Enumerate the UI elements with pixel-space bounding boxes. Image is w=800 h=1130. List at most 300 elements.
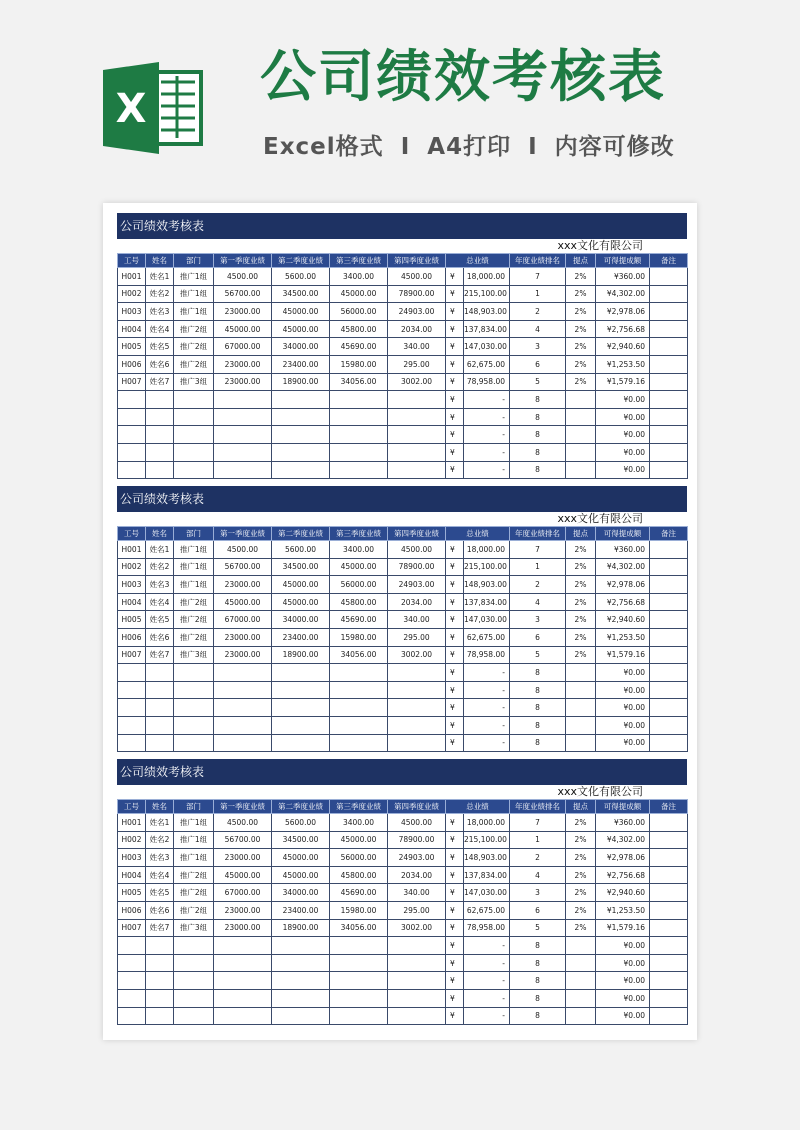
table-cell[interactable]: 2% <box>566 814 596 832</box>
table-cell[interactable]: H005 <box>118 338 146 356</box>
table-cell[interactable]: 56700.00 <box>214 285 272 303</box>
table-cell[interactable]: 2 <box>510 576 566 594</box>
table-cell[interactable]: 2 <box>510 303 566 321</box>
table-cell[interactable]: 2% <box>566 866 596 884</box>
table-cell[interactable]: 45690.00 <box>330 611 388 629</box>
table-cell[interactable]: ¥ <box>446 716 464 734</box>
table-cell[interactable]: 56700.00 <box>214 558 272 576</box>
table-cell[interactable]: 姓名5 <box>146 611 174 629</box>
table-cell[interactable]: 34056.00 <box>330 919 388 937</box>
table-cell[interactable]: ¥ <box>446 355 464 373</box>
table-cell[interactable]: 56000.00 <box>330 849 388 867</box>
table-cell[interactable] <box>650 884 688 902</box>
table-cell[interactable]: 148,903.00 <box>464 303 510 321</box>
table-cell[interactable] <box>174 461 214 479</box>
table-cell[interactable]: 7 <box>510 814 566 832</box>
table-cell[interactable] <box>566 426 596 444</box>
table-cell[interactable]: ¥ <box>446 681 464 699</box>
table-cell[interactable]: 4 <box>510 866 566 884</box>
table-cell[interactable]: 18,000.00 <box>464 814 510 832</box>
table-cell[interactable]: 姓名6 <box>146 628 174 646</box>
table-cell[interactable] <box>650 919 688 937</box>
table-cell[interactable]: 23400.00 <box>272 628 330 646</box>
table-cell[interactable]: 23000.00 <box>214 849 272 867</box>
table-cell[interactable] <box>330 461 388 479</box>
table-cell[interactable]: 推广1组 <box>174 558 214 576</box>
table-cell[interactable] <box>330 443 388 461</box>
table-cell[interactable]: 2% <box>566 919 596 937</box>
table-cell[interactable]: - <box>464 954 510 972</box>
table-cell[interactable]: ¥ <box>446 461 464 479</box>
table-cell[interactable]: 18,000.00 <box>464 541 510 559</box>
table-cell[interactable]: ¥0.00 <box>596 664 650 682</box>
table-cell[interactable]: 67000.00 <box>214 338 272 356</box>
table-cell[interactable]: 148,903.00 <box>464 849 510 867</box>
table-cell[interactable]: 45000.00 <box>214 866 272 884</box>
table-cell[interactable] <box>650 716 688 734</box>
table-cell[interactable] <box>174 443 214 461</box>
table-cell[interactable]: 3 <box>510 338 566 356</box>
table-cell[interactable] <box>650 937 688 955</box>
table-cell[interactable] <box>214 461 272 479</box>
table-cell[interactable]: ¥ <box>446 699 464 717</box>
table-cell[interactable]: ¥ <box>446 814 464 832</box>
table-cell[interactable]: ¥1,579.16 <box>596 646 650 664</box>
table-cell[interactable] <box>146 461 174 479</box>
table-cell[interactable] <box>650 320 688 338</box>
table-cell[interactable]: 5 <box>510 373 566 391</box>
table-cell[interactable]: ¥ <box>446 646 464 664</box>
table-cell[interactable] <box>118 681 146 699</box>
table-cell[interactable]: - <box>464 734 510 752</box>
table-cell[interactable] <box>650 541 688 559</box>
table-cell[interactable]: ¥ <box>446 989 464 1007</box>
table-cell[interactable] <box>174 937 214 955</box>
table-cell[interactable] <box>174 408 214 426</box>
table-cell[interactable]: ¥1,579.16 <box>596 373 650 391</box>
table-cell[interactable]: H007 <box>118 373 146 391</box>
table-cell[interactable]: 姓名2 <box>146 285 174 303</box>
table-cell[interactable]: 推广2组 <box>174 355 214 373</box>
table-cell[interactable]: 34500.00 <box>272 558 330 576</box>
table-cell[interactable]: 340.00 <box>388 611 446 629</box>
table-cell[interactable]: - <box>464 461 510 479</box>
table-cell[interactable]: ¥ <box>446 268 464 286</box>
table-cell[interactable]: 340.00 <box>388 884 446 902</box>
table-cell[interactable] <box>566 391 596 409</box>
table-cell[interactable] <box>214 972 272 990</box>
table-cell[interactable]: 姓名4 <box>146 866 174 884</box>
table-cell[interactable]: 45000.00 <box>330 285 388 303</box>
table-cell[interactable] <box>214 426 272 444</box>
table-cell[interactable] <box>330 734 388 752</box>
table-cell[interactable]: ¥ <box>446 593 464 611</box>
table-cell[interactable]: 78,958.00 <box>464 373 510 391</box>
table-cell[interactable] <box>650 954 688 972</box>
table-cell[interactable]: 2% <box>566 285 596 303</box>
table-cell[interactable]: 1 <box>510 831 566 849</box>
table-cell[interactable] <box>330 937 388 955</box>
table-cell[interactable]: 5 <box>510 919 566 937</box>
table-cell[interactable] <box>650 338 688 356</box>
table-cell[interactable]: 推广2组 <box>174 866 214 884</box>
table-cell[interactable] <box>214 954 272 972</box>
table-cell[interactable]: 23000.00 <box>214 919 272 937</box>
table-cell[interactable]: 67000.00 <box>214 884 272 902</box>
table-cell[interactable] <box>330 1007 388 1025</box>
table-cell[interactable] <box>272 443 330 461</box>
table-cell[interactable]: 18,000.00 <box>464 268 510 286</box>
table-cell[interactable]: 24903.00 <box>388 303 446 321</box>
table-cell[interactable]: ¥360.00 <box>596 814 650 832</box>
table-cell[interactable] <box>388 461 446 479</box>
table-cell[interactable]: 2% <box>566 355 596 373</box>
table-cell[interactable]: ¥1,253.50 <box>596 901 650 919</box>
table-cell[interactable]: 8 <box>510 664 566 682</box>
table-cell[interactable]: H006 <box>118 628 146 646</box>
table-cell[interactable]: 45000.00 <box>272 320 330 338</box>
table-cell[interactable]: ¥ <box>446 391 464 409</box>
table-cell[interactable] <box>272 734 330 752</box>
table-cell[interactable]: 8 <box>510 391 566 409</box>
table-cell[interactable] <box>118 461 146 479</box>
table-cell[interactable]: 2% <box>566 320 596 338</box>
table-cell[interactable]: 推广3组 <box>174 646 214 664</box>
table-cell[interactable] <box>146 681 174 699</box>
table-cell[interactable]: ¥360.00 <box>596 541 650 559</box>
table-cell[interactable]: ¥ <box>446 541 464 559</box>
table-cell[interactable]: ¥2,940.60 <box>596 884 650 902</box>
table-cell[interactable] <box>214 699 272 717</box>
table-cell[interactable]: ¥0.00 <box>596 681 650 699</box>
table-cell[interactable]: 45000.00 <box>272 849 330 867</box>
table-cell[interactable]: 23000.00 <box>214 373 272 391</box>
table-cell[interactable]: 45000.00 <box>272 303 330 321</box>
table-cell[interactable]: 34056.00 <box>330 373 388 391</box>
table-cell[interactable] <box>650 576 688 594</box>
table-cell[interactable]: ¥ <box>446 576 464 594</box>
table-cell[interactable]: 2% <box>566 901 596 919</box>
table-cell[interactable]: 45800.00 <box>330 866 388 884</box>
table-cell[interactable]: 24903.00 <box>388 849 446 867</box>
table-cell[interactable]: ¥ <box>446 884 464 902</box>
table-cell[interactable]: 3400.00 <box>330 541 388 559</box>
table-cell[interactable] <box>330 681 388 699</box>
table-cell[interactable]: ¥2,978.06 <box>596 303 650 321</box>
table-cell[interactable] <box>566 937 596 955</box>
table-cell[interactable]: 56000.00 <box>330 576 388 594</box>
table-cell[interactable] <box>146 426 174 444</box>
table-cell[interactable]: 18900.00 <box>272 919 330 937</box>
table-cell[interactable]: 4500.00 <box>214 268 272 286</box>
table-cell[interactable]: 5 <box>510 646 566 664</box>
table-cell[interactable]: ¥ <box>446 611 464 629</box>
table-cell[interactable] <box>214 681 272 699</box>
table-cell[interactable]: ¥ <box>446 919 464 937</box>
table-cell[interactable]: 推广2组 <box>174 884 214 902</box>
table-cell[interactable]: 8 <box>510 954 566 972</box>
table-cell[interactable] <box>214 408 272 426</box>
table-cell[interactable]: 3400.00 <box>330 814 388 832</box>
table-cell[interactable]: 18900.00 <box>272 373 330 391</box>
table-cell[interactable]: 78,958.00 <box>464 646 510 664</box>
table-cell[interactable]: 姓名5 <box>146 338 174 356</box>
table-cell[interactable]: 23000.00 <box>214 303 272 321</box>
table-cell[interactable]: 姓名4 <box>146 593 174 611</box>
table-cell[interactable] <box>174 972 214 990</box>
table-cell[interactable]: 推广2组 <box>174 628 214 646</box>
table-cell[interactable] <box>118 954 146 972</box>
table-cell[interactable]: ¥ <box>446 734 464 752</box>
table-cell[interactable] <box>118 989 146 1007</box>
table-cell[interactable]: 推广2组 <box>174 338 214 356</box>
table-cell[interactable]: 4500.00 <box>388 268 446 286</box>
table-cell[interactable] <box>146 734 174 752</box>
table-cell[interactable] <box>566 734 596 752</box>
table-cell[interactable] <box>330 408 388 426</box>
table-cell[interactable]: 18900.00 <box>272 646 330 664</box>
table-cell[interactable] <box>118 937 146 955</box>
table-cell[interactable]: 8 <box>510 972 566 990</box>
table-cell[interactable]: ¥0.00 <box>596 716 650 734</box>
table-cell[interactable]: 2% <box>566 831 596 849</box>
table-cell[interactable] <box>146 954 174 972</box>
table-cell[interactable]: ¥ <box>446 285 464 303</box>
table-cell[interactable] <box>272 716 330 734</box>
table-cell[interactable] <box>388 989 446 1007</box>
table-cell[interactable] <box>650 443 688 461</box>
table-cell[interactable]: 8 <box>510 426 566 444</box>
table-cell[interactable] <box>566 664 596 682</box>
table-cell[interactable]: 62,675.00 <box>464 628 510 646</box>
table-cell[interactable] <box>650 831 688 849</box>
table-cell[interactable]: 45000.00 <box>214 320 272 338</box>
table-cell[interactable] <box>272 664 330 682</box>
table-cell[interactable]: 34000.00 <box>272 884 330 902</box>
table-cell[interactable]: 姓名2 <box>146 831 174 849</box>
table-cell[interactable] <box>118 426 146 444</box>
table-cell[interactable] <box>146 699 174 717</box>
table-cell[interactable]: 2034.00 <box>388 593 446 611</box>
table-cell[interactable]: ¥0.00 <box>596 426 650 444</box>
table-cell[interactable]: ¥ <box>446 1007 464 1025</box>
table-cell[interactable] <box>566 716 596 734</box>
table-cell[interactable]: H005 <box>118 884 146 902</box>
table-cell[interactable] <box>650 461 688 479</box>
table-cell[interactable]: ¥ <box>446 558 464 576</box>
table-cell[interactable] <box>566 461 596 479</box>
table-cell[interactable]: 7 <box>510 268 566 286</box>
table-cell[interactable]: 推广3组 <box>174 373 214 391</box>
table-cell[interactable]: 45000.00 <box>272 866 330 884</box>
table-cell[interactable] <box>146 408 174 426</box>
table-cell[interactable]: 45800.00 <box>330 320 388 338</box>
table-cell[interactable]: 3002.00 <box>388 373 446 391</box>
table-cell[interactable] <box>330 972 388 990</box>
table-cell[interactable] <box>650 285 688 303</box>
table-cell[interactable]: H007 <box>118 646 146 664</box>
table-cell[interactable]: 215,100.00 <box>464 831 510 849</box>
table-cell[interactable]: 推广1组 <box>174 285 214 303</box>
table-cell[interactable]: H007 <box>118 919 146 937</box>
table-cell[interactable] <box>388 443 446 461</box>
table-cell[interactable]: 姓名6 <box>146 901 174 919</box>
table-cell[interactable]: 45000.00 <box>330 831 388 849</box>
table-cell[interactable]: - <box>464 664 510 682</box>
table-cell[interactable]: ¥ <box>446 303 464 321</box>
table-cell[interactable] <box>118 408 146 426</box>
table-cell[interactable]: 34500.00 <box>272 285 330 303</box>
table-cell[interactable]: ¥ <box>446 408 464 426</box>
table-cell[interactable] <box>566 408 596 426</box>
table-cell[interactable]: ¥ <box>446 849 464 867</box>
table-cell[interactable]: 78900.00 <box>388 285 446 303</box>
table-cell[interactable]: 3002.00 <box>388 919 446 937</box>
table-cell[interactable] <box>330 699 388 717</box>
table-cell[interactable] <box>146 716 174 734</box>
table-cell[interactable] <box>388 681 446 699</box>
table-cell[interactable]: 23000.00 <box>214 628 272 646</box>
table-cell[interactable] <box>650 734 688 752</box>
table-cell[interactable] <box>650 1007 688 1025</box>
table-cell[interactable]: ¥0.00 <box>596 734 650 752</box>
table-cell[interactable]: 推广1组 <box>174 268 214 286</box>
table-cell[interactable]: 147,030.00 <box>464 884 510 902</box>
table-cell[interactable] <box>174 681 214 699</box>
table-cell[interactable]: 2% <box>566 576 596 594</box>
table-cell[interactable]: 137,834.00 <box>464 593 510 611</box>
table-cell[interactable]: 23000.00 <box>214 576 272 594</box>
table-cell[interactable]: 45000.00 <box>272 576 330 594</box>
table-cell[interactable]: 2034.00 <box>388 320 446 338</box>
table-cell[interactable] <box>330 391 388 409</box>
table-cell[interactable]: 2% <box>566 373 596 391</box>
table-cell[interactable] <box>650 646 688 664</box>
table-cell[interactable]: 8 <box>510 734 566 752</box>
table-cell[interactable]: 姓名3 <box>146 303 174 321</box>
table-cell[interactable]: 姓名5 <box>146 884 174 902</box>
table-cell[interactable]: 7 <box>510 541 566 559</box>
table-cell[interactable]: ¥0.00 <box>596 443 650 461</box>
table-cell[interactable] <box>174 391 214 409</box>
table-cell[interactable]: ¥ <box>446 954 464 972</box>
table-cell[interactable]: ¥1,579.16 <box>596 919 650 937</box>
table-cell[interactable] <box>650 558 688 576</box>
table-cell[interactable]: H006 <box>118 355 146 373</box>
table-cell[interactable] <box>650 303 688 321</box>
table-cell[interactable] <box>272 1007 330 1025</box>
table-cell[interactable] <box>650 699 688 717</box>
table-cell[interactable] <box>566 989 596 1007</box>
table-cell[interactable]: 4500.00 <box>388 541 446 559</box>
table-cell[interactable] <box>650 355 688 373</box>
table-cell[interactable] <box>330 426 388 444</box>
table-cell[interactable] <box>388 734 446 752</box>
table-cell[interactable] <box>214 716 272 734</box>
table-cell[interactable]: 24903.00 <box>388 576 446 594</box>
table-cell[interactable]: 295.00 <box>388 355 446 373</box>
table-cell[interactable] <box>174 1007 214 1025</box>
table-cell[interactable]: 2% <box>566 628 596 646</box>
table-cell[interactable] <box>174 716 214 734</box>
table-cell[interactable] <box>388 972 446 990</box>
table-cell[interactable]: - <box>464 699 510 717</box>
table-cell[interactable]: H001 <box>118 268 146 286</box>
table-cell[interactable]: 15980.00 <box>330 355 388 373</box>
table-cell[interactable] <box>174 989 214 1007</box>
table-cell[interactable]: 姓名4 <box>146 320 174 338</box>
table-cell[interactable] <box>118 664 146 682</box>
table-cell[interactable]: 4 <box>510 593 566 611</box>
table-cell[interactable]: ¥ <box>446 628 464 646</box>
table-cell[interactable]: - <box>464 408 510 426</box>
table-cell[interactable]: 8 <box>510 1007 566 1025</box>
table-cell[interactable]: - <box>464 937 510 955</box>
table-cell[interactable]: 45000.00 <box>214 593 272 611</box>
table-cell[interactable]: 23000.00 <box>214 646 272 664</box>
table-cell[interactable] <box>650 814 688 832</box>
table-cell[interactable] <box>650 628 688 646</box>
table-cell[interactable]: 8 <box>510 699 566 717</box>
table-cell[interactable]: 3002.00 <box>388 646 446 664</box>
table-cell[interactable] <box>118 391 146 409</box>
table-cell[interactable]: H001 <box>118 814 146 832</box>
table-cell[interactable]: ¥ <box>446 901 464 919</box>
table-cell[interactable]: 2% <box>566 884 596 902</box>
table-cell[interactable]: 姓名7 <box>146 373 174 391</box>
table-cell[interactable]: 8 <box>510 716 566 734</box>
table-cell[interactable]: H006 <box>118 901 146 919</box>
table-cell[interactable] <box>174 664 214 682</box>
table-cell[interactable]: H004 <box>118 593 146 611</box>
table-cell[interactable] <box>118 1007 146 1025</box>
table-cell[interactable] <box>272 699 330 717</box>
table-cell[interactable] <box>146 989 174 1007</box>
table-cell[interactable] <box>214 391 272 409</box>
table-cell[interactable] <box>174 699 214 717</box>
table-cell[interactable] <box>650 901 688 919</box>
table-cell[interactable]: ¥ <box>446 831 464 849</box>
table-cell[interactable] <box>146 1007 174 1025</box>
table-cell[interactable]: 推广2组 <box>174 611 214 629</box>
table-cell[interactable]: ¥2,940.60 <box>596 338 650 356</box>
table-cell[interactable]: - <box>464 443 510 461</box>
table-cell[interactable]: ¥ <box>446 426 464 444</box>
table-cell[interactable]: 23000.00 <box>214 355 272 373</box>
table-cell[interactable]: 2% <box>566 338 596 356</box>
table-cell[interactable] <box>566 443 596 461</box>
table-cell[interactable] <box>650 849 688 867</box>
table-cell[interactable]: 3 <box>510 884 566 902</box>
table-cell[interactable] <box>174 426 214 444</box>
table-cell[interactable]: - <box>464 989 510 1007</box>
table-cell[interactable] <box>272 426 330 444</box>
table-cell[interactable]: 3 <box>510 611 566 629</box>
table-cell[interactable]: 4500.00 <box>214 814 272 832</box>
table-cell[interactable] <box>146 972 174 990</box>
table-cell[interactable]: ¥0.00 <box>596 937 650 955</box>
table-cell[interactable]: 62,675.00 <box>464 901 510 919</box>
table-cell[interactable]: 137,834.00 <box>464 866 510 884</box>
table-cell[interactable]: 6 <box>510 628 566 646</box>
table-cell[interactable]: 2 <box>510 849 566 867</box>
table-cell[interactable]: 45000.00 <box>330 558 388 576</box>
table-cell[interactable]: ¥2,978.06 <box>596 576 650 594</box>
table-cell[interactable]: H004 <box>118 320 146 338</box>
table-cell[interactable]: - <box>464 681 510 699</box>
table-cell[interactable] <box>650 408 688 426</box>
table-cell[interactable] <box>118 734 146 752</box>
